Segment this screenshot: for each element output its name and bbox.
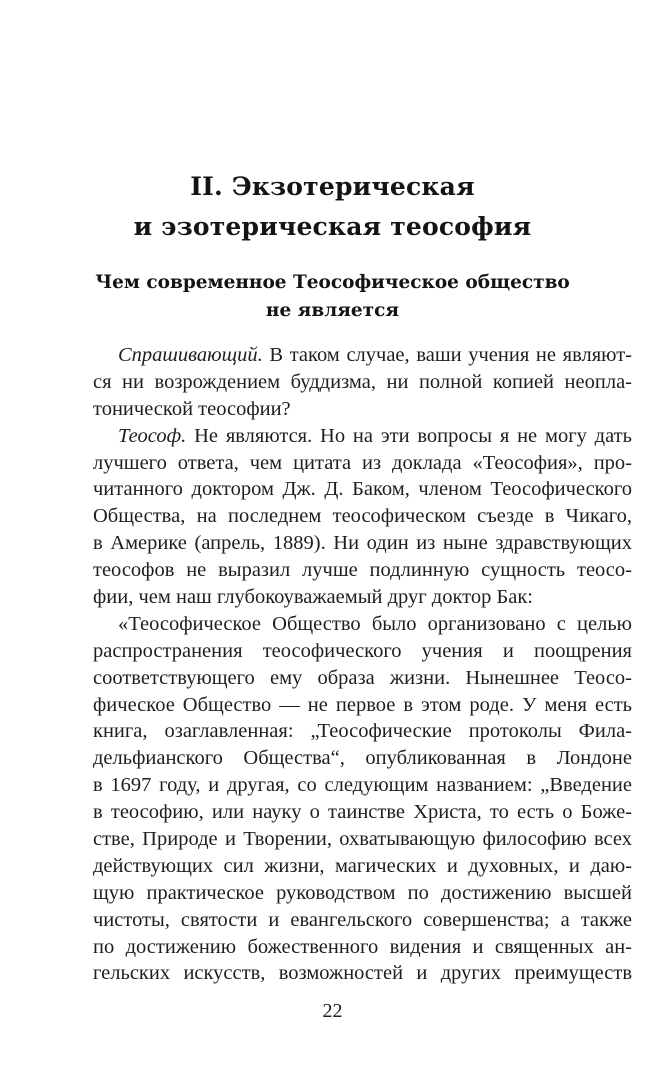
text-line <box>93 665 632 692</box>
line-text: в 1697 году, и другая, со следующим названием: „Введение <box>93 774 632 797</box>
text-line <box>93 692 632 719</box>
text-line <box>93 960 632 987</box>
text-line <box>93 826 632 853</box>
body-text <box>93 342 632 987</box>
line-text: Общества, на последнем теософическом съезде в Чикаго, <box>93 505 632 528</box>
line-text: дельфианского Общества“, опубликованная в Лондоне <box>93 747 632 770</box>
line-text: чистоты, святости и евангельского совершенства; а также <box>93 908 632 931</box>
line-text: В таком случае, ваши учения не являют- <box>262 344 632 366</box>
text-line <box>93 557 632 584</box>
text-line <box>93 934 632 961</box>
chapter-title-line-1: II. Экзотерическая <box>190 172 475 201</box>
text-line <box>93 423 632 450</box>
speaker-label: Спрашивающий. <box>118 344 263 366</box>
text-line <box>93 530 632 557</box>
text-line <box>93 718 632 745</box>
line-text: в теософию, или науку о таинстве Христа, то есть о Боже- <box>93 801 632 824</box>
text-line <box>93 342 632 369</box>
section-title-line-2: не является <box>265 300 400 321</box>
page-number: 22 <box>322 1000 343 1022</box>
line-text: стве, Природе и Творении, охватывающую философию всех <box>93 828 632 851</box>
text-line <box>93 638 632 665</box>
line-text: гельских искусств, возможностей и других преимуществ <box>93 962 632 985</box>
chapter-title-line-2: и эзотерическая теософия <box>133 212 532 241</box>
text-line <box>93 584 632 611</box>
text-line <box>93 772 632 799</box>
text-line <box>93 503 632 530</box>
line-text: книга, озаглавленная: „Теософические протоколы Фила- <box>93 720 632 743</box>
line-text: читанного доктором Дж. Д. Баком, членом Теософического <box>93 478 632 501</box>
line-text: теософов не выразил лучше подлинную сущность теосо- <box>93 559 632 582</box>
line-text: соответствующего ему образа жизни. Нынешнее Теосо- <box>93 666 632 689</box>
text-line <box>93 907 632 934</box>
line-text: лучшего ответа, чем цитата из доклада «Теософия», про- <box>93 451 632 474</box>
section-title-line-1: Чем современное Теософическое общество <box>95 272 570 293</box>
text-line <box>93 369 632 396</box>
text-line <box>93 611 632 638</box>
line-text: фии, чем наш глубокоуважаемый друг доктор Бак: <box>93 586 533 609</box>
text-line <box>93 476 632 503</box>
text-line <box>93 396 632 423</box>
text-line <box>93 799 632 826</box>
line-text: Не являются. Но на эти вопросы я не могу дать <box>186 424 632 447</box>
line-text: «Теософическое Общество было организовано с целью <box>118 612 632 635</box>
text-line <box>93 745 632 772</box>
text-line <box>93 880 632 907</box>
line-text: фическое Общество — не первое в этом роде. У меня есть <box>93 693 632 716</box>
line-text: ся ни возрождением буддизма, ни полной копией неопла- <box>93 370 632 393</box>
line-text: тонической теософии? <box>93 397 291 420</box>
line-text: по достижению божественного видения и священных ан- <box>93 935 632 958</box>
line-text: действующих сил жизни, магических и духовных, и даю- <box>93 854 632 877</box>
line-text: распространения теософического учения и поощрения <box>93 639 632 662</box>
text-line <box>93 853 632 880</box>
speaker-label: Теософ. <box>118 424 187 447</box>
line-text: в Америке (апрель, 1889). Ни один из ныне здравствующих <box>93 532 632 555</box>
line-text: щую практическое руководством по достижению высшей <box>93 881 632 904</box>
text-line <box>93 450 632 477</box>
